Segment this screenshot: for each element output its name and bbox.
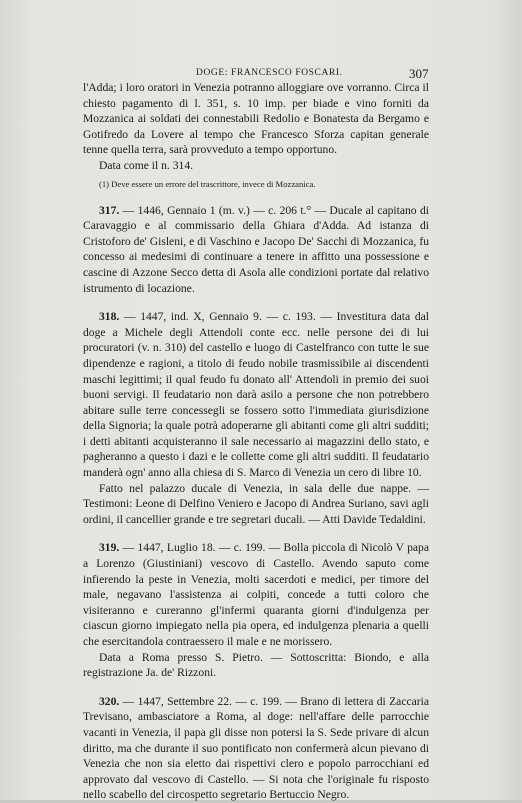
entry-318: [83, 309, 429, 527]
entry-number: 320.: [99, 694, 120, 708]
page-body: [83, 80, 429, 803]
running-head: DOGE: FRANCESCO FOSCARI.: [196, 68, 343, 78]
entry-text: — 1446, Gennaio 1 (m. v.) — c. 206 t.° — Ducale al capitano di Caravaggio e al commissario della Ghiara d'Adda. Ad istanza di Cristoforo de' Gisleni, e di Vaschino e Jacopo De' Sacchi di Mozzanica, fu concesso ai medesimi di continuare a tenere in affitto una possessione e cascine di Azzone Secco detta di Asola alle condizioni portate dal relativo istrumento di locazione.: [83, 203, 429, 295]
entry-paragraph: [83, 203, 429, 297]
page-number: 307: [409, 66, 429, 81]
entry-317: [83, 203, 429, 297]
entry-text: — 1447, Settembre 22. — c. 199. — Brano di lettera di Zaccaria Trevisano, ambasciatore a Roma, al doge: nell'affare delle parrocchie vacanti in Venezia, il papa gli disse non potersi la S. Sede privare di alcun diritto, ma che durante il suo pontificato non confermerà alcun pievano di Venezia che non sia eletto dai rispettivi clero e popolo parrocchiani ed approvato dal vescovo di Castello. — Si nota che l'originale fu risposto nello scabello del circospetto segretario Bertuccio Negro.: [83, 694, 429, 802]
entry-number: 317.: [99, 203, 120, 217]
footnote: (1) Deve essere un errore del trascrittore, invece di Mozzanica.: [99, 178, 316, 189]
continuation-paragraph: l'Adda; i loro oratori in Venezia potranno alloggiare ove vorranno. Circa il chiesto pagamento di l. 351, s. 10 imp. per biade e vino forniti da Mozzanica ai soldati dei connestabili Redolio e Bonatesta da Bergamo e Gotifredo da Lovere al tempo che Francesco Sforza capitan generale tenne quella terra, sarà provveduto a tempo opportuno.: [83, 81, 429, 157]
entry-number: 318.: [99, 310, 120, 324]
entry-319: [83, 540, 429, 680]
entry-320: [83, 694, 429, 803]
entry-note: Data a Roma presso S. Pietro. — Sottoscritta: Biondo, e alla registrazione Ja. de' Rizzoni.: [83, 650, 429, 680]
entry-text: — 1447, Luglio 18. — c. 199. — Bolla piccola di Nicolò V papa a Lorenzo (Giustiniani) vescovo di Castello. Avendo saputo come infierendo la peste in Venezia, molti sacerdoti e medici, per timore del male, negavano l'assistenza ai colpiti, concede a tutti coloro che visiteranno e cureranno gl'infermi quaranta giorni d'indulgenza per ciascun giorno impiegato nella pia opera, ed indulgenza plenaria a quelli che esercitandola contraessero il male e ne morissero.: [83, 541, 429, 648]
entry-paragraph: [83, 694, 429, 803]
entry-text: — 1447, ind. X, Gennaio 9. — c. 193. — Investitura data dal doge a Michele degli Attendoli conte ecc. nelle persone dei di lui procuratori (v. n. 310) del castello e luogo di Castelfranco con tutte le sue dipendenze e ragioni, a titolo di feudo nobile trasmissibile ai discendenti maschi legittimi; il qual feudo fu donato all' Attendoli in premio dei suoi buoni servigi. Il feudatario non darà asilo a persone che non potrebbero abitare sulle terre concessegli se fossero sotto l'immediata giurisdizione della Signoria; la quale potrà adoperarne gli abitanti come gli altri sudditi; i detti abitanti acquisteranno il sale necessario ai magazzini dello stato, e pagheranno a questo i dazi e le collette come gli altri sudditi. Il feudatario manderà ogn' anno alla chiesa di S. Marco di Venezia un cero di libre 10.: [83, 310, 429, 480]
entry-paragraph: [83, 540, 429, 649]
continuation-dated: Data come il n. 314.: [99, 158, 194, 172]
entry-number: 319.: [99, 541, 120, 555]
entry-paragraph: [83, 309, 429, 481]
entry-note: Fatto nel palazzo ducale di Venezia, in sala delle due nappe. — Testimoni: Leone di Delfino Veniero e Jacopo di Andrea Suriano, savi agli ordini, il cancellier grande e tre segretari ducali. — Atti Davide Tedaldini.: [83, 481, 429, 526]
